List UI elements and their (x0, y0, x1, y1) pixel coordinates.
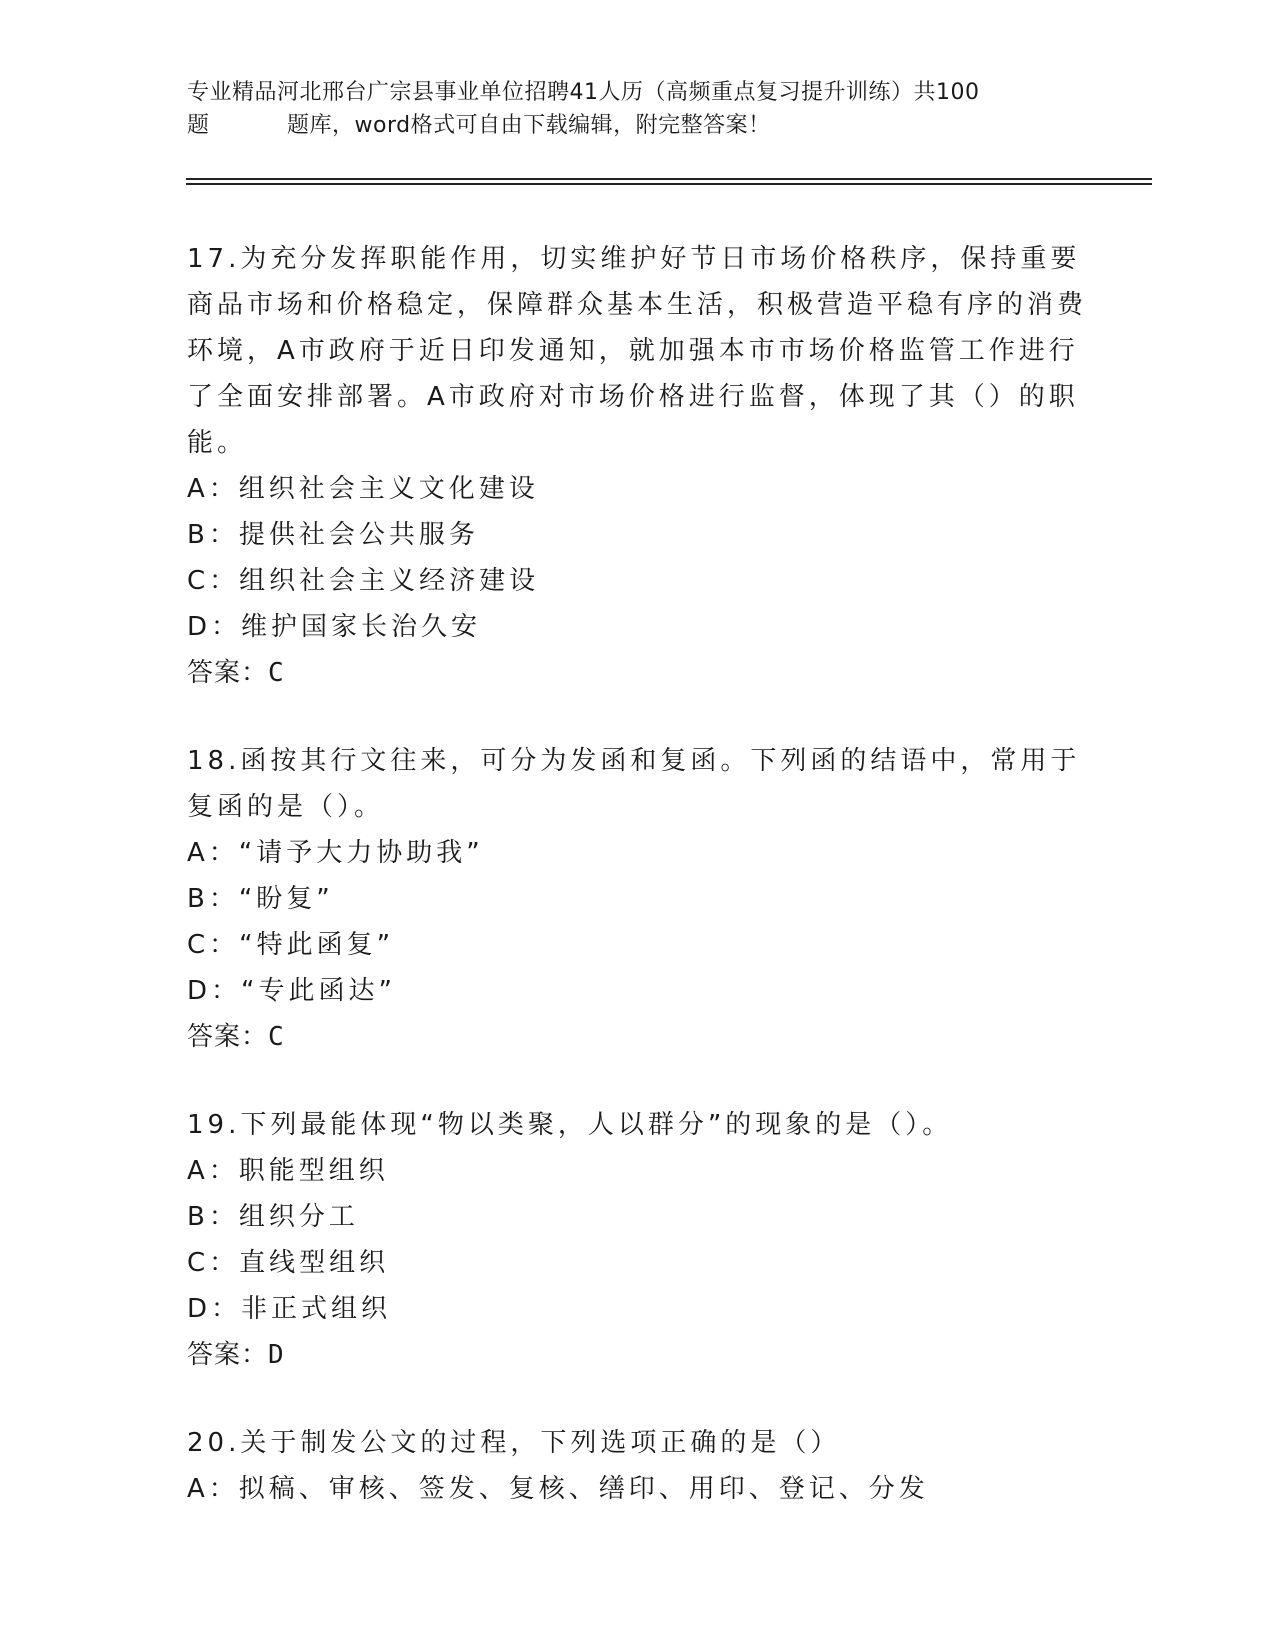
option-b: B：“盼复” (187, 884, 334, 914)
option-a: A：组织社会主义文化建设 (187, 474, 539, 504)
answer-value: C (268, 1022, 285, 1052)
header-line-2-lead: 题 (187, 113, 210, 138)
answer-line (187, 650, 1087, 696)
option-c: C：“特此函复” (187, 930, 395, 960)
option-d: D：维护国家长治久安 (187, 612, 482, 642)
answer-label: 答案： (187, 658, 269, 688)
question-stem: 17.为充分发挥职能作用，切实维护好节日市场价格秩序，保持重要商品市场和价格稳定，保障群众基本生活，积极营造平稳有序的消费环境，A市政府于近日印发通知，就加强本市市场价格监管工作进行了全面安排部署。A市政府对市场价格进行监督，体现了其（）的职能。 (187, 244, 1088, 458)
question-18 (187, 738, 1087, 1060)
answer-value: D (268, 1340, 285, 1370)
question-stem: 19.下列最能体现“物以类聚，人以群分”的现象的是（）。 (187, 1110, 953, 1140)
header-divider-top (186, 178, 1152, 180)
header-divider-bottom (186, 183, 1152, 185)
option-d: D：“专此函达” (187, 976, 396, 1006)
answer-line (187, 1332, 1087, 1378)
header-title-line-2 (187, 109, 1087, 142)
question-stem: 18.函按其行文往来，可分为发函和复函。下列函的结语中，常用于复函的是（）。 (187, 746, 1081, 822)
answer-label: 答案： (187, 1340, 269, 1370)
question-19 (187, 1102, 1087, 1378)
answer-label: 答案： (187, 1022, 269, 1052)
option-d: D：非正式组织 (187, 1294, 392, 1324)
question-20 (187, 1420, 1087, 1512)
option-a: A：“请予大力协助我” (187, 838, 484, 868)
answer-line (187, 1014, 1087, 1060)
question-stem: 20.关于制发公文的过程，下列选项正确的是（） (187, 1428, 841, 1458)
option-b: B：组织分工 (187, 1202, 359, 1232)
option-a: A：职能型组织 (187, 1156, 389, 1186)
question-17 (187, 236, 1087, 696)
document-header (187, 76, 1087, 142)
option-b: B：提供社会公共服务 (187, 520, 479, 550)
option-a: A：拟稿、审核、签发、复核、缮印、用印、登记、分发 (187, 1474, 929, 1504)
question-list (187, 236, 1087, 1554)
option-c: C：直线型组织 (187, 1248, 390, 1278)
header-line-2-text: 题库，word格式可自由下载编辑，附完整答案！ (287, 113, 771, 138)
option-c: C：组织社会主义经济建设 (187, 566, 540, 596)
header-title-line-1: 专业精品河北邢台广宗县事业单位招聘41人历（高频重点复习提升训练）共100 (187, 80, 980, 105)
answer-value: C (268, 658, 285, 688)
